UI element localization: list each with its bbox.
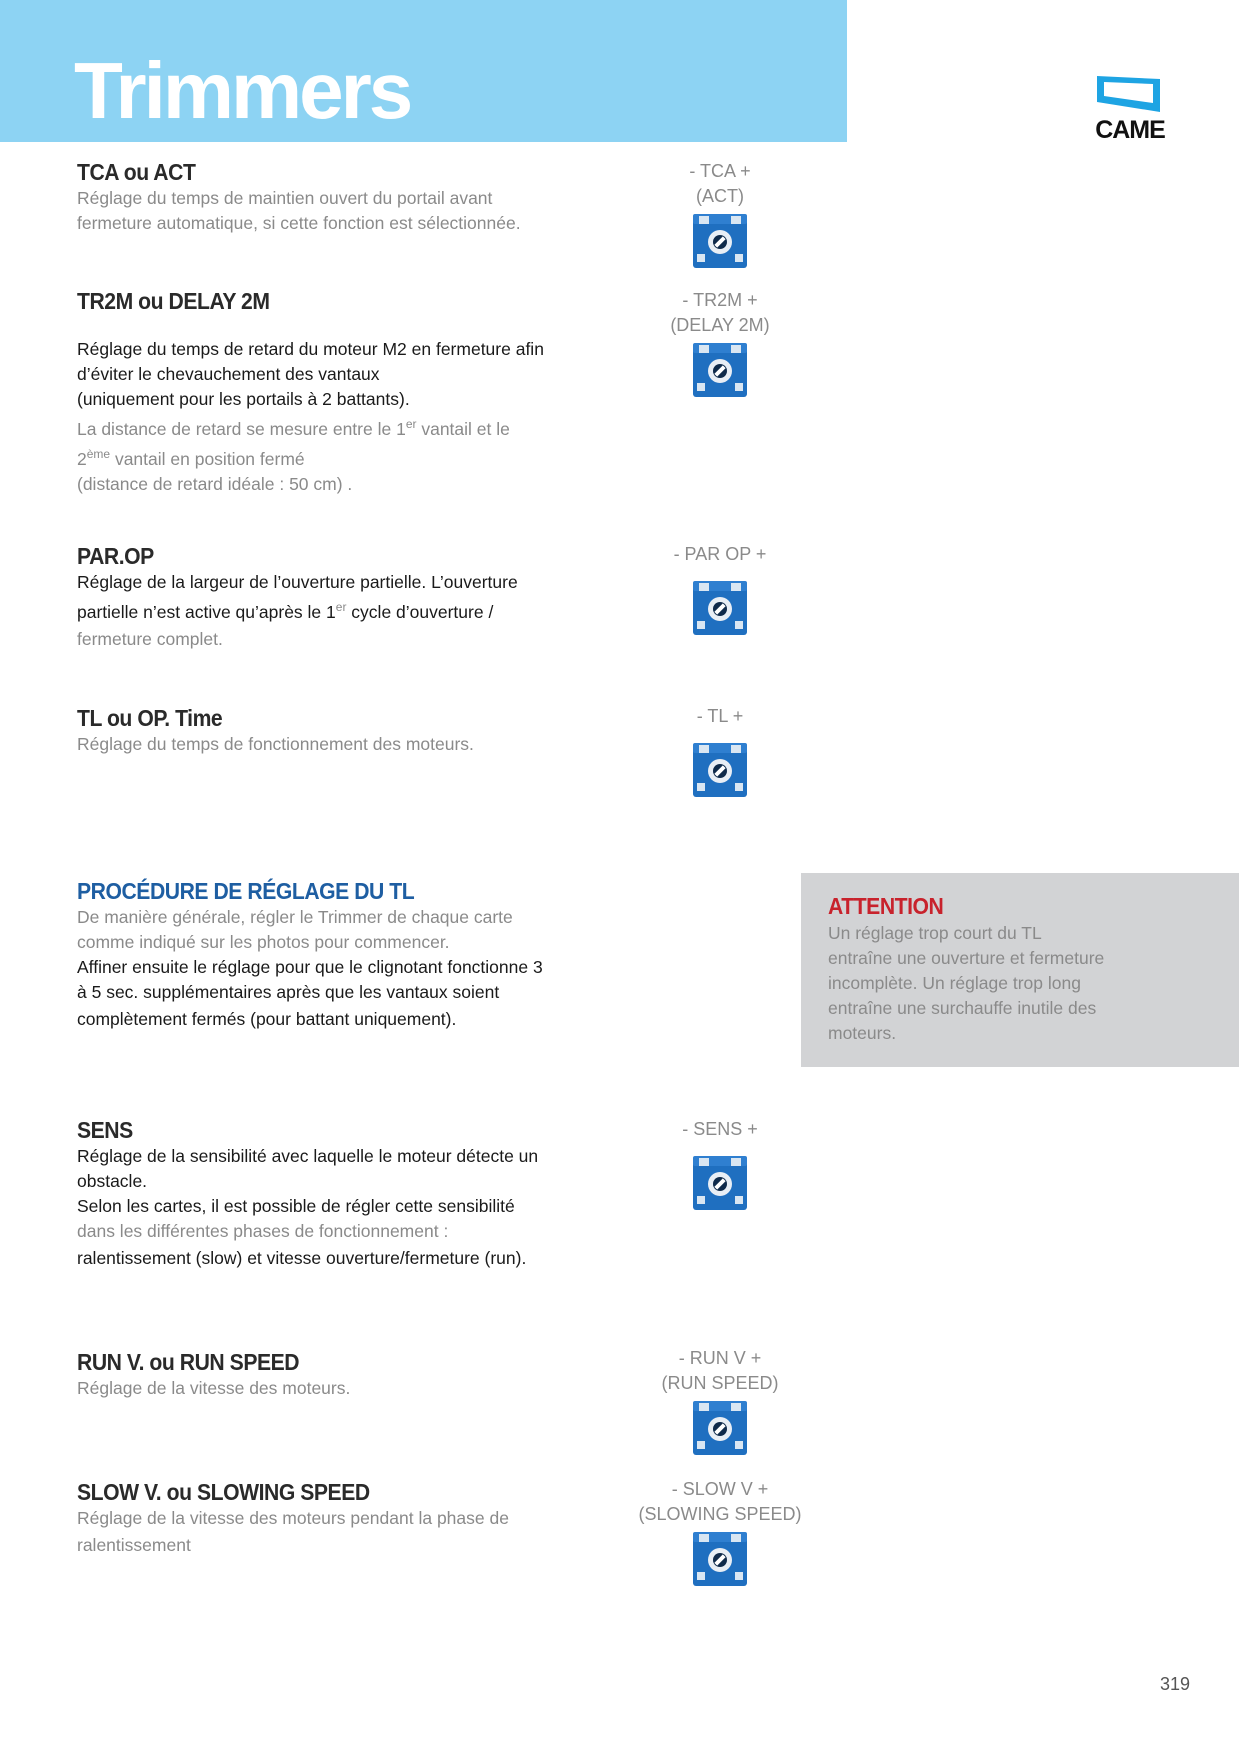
trimmer-potentiometer-icon [691, 741, 749, 799]
section-line: obstacle. [77, 1171, 148, 1191]
section-line: Réglage de la largeur de l’ouverture partielle. L’ouverture [77, 572, 518, 592]
section-line: 2ème vantail en position fermé [77, 447, 305, 469]
section-title: TCA ou ACT [77, 159, 196, 185]
trimmer-sublabel: (ACT) [696, 186, 744, 206]
page-title: Trimmers [74, 46, 411, 135]
section-line: Réglage de la vitesse des moteurs pendant la phase de [77, 1508, 509, 1528]
trimmer-label: - TCA + [689, 161, 751, 181]
section-line: d’éviter le chevauchement des vantaux [77, 364, 380, 384]
trimmer-potentiometer-icon [691, 579, 749, 637]
attention-box [801, 873, 1239, 1067]
header-banner [0, 0, 847, 142]
attention-line: incomplète. Un réglage trop long [828, 973, 1081, 993]
trimmer-run-speed [620, 1346, 820, 1457]
section-line: à 5 sec. supplémentaires après que les vantaux soient [77, 982, 500, 1002]
trimmer-sublabel: (DELAY 2M) [670, 315, 770, 335]
section-line: complètement fermés (pour battant uniquement). [77, 1009, 457, 1029]
trimmer-tr2m [620, 288, 820, 399]
came-logo-icon [1094, 72, 1166, 116]
section-run-speed [77, 1348, 607, 1401]
trimmer-potentiometer-icon [691, 212, 749, 270]
attention-line: entraîne une ouverture et fermeture [828, 948, 1105, 968]
section-title: PAR.OP [77, 543, 154, 569]
section-line: Réglage de la sensibilité avec laquelle le moteur détecte un [77, 1146, 539, 1166]
section-line: comme indiqué sur les photos pour commencer. [77, 932, 450, 952]
section-tr2m [77, 287, 607, 497]
section-title: TL ou OP. Time [77, 705, 223, 731]
trimmer-potentiometer-icon [691, 1399, 749, 1457]
section-line: ralentissement (slow) et vitesse ouverture/fermeture (run). [77, 1248, 527, 1268]
section-line: Affiner ensuite le réglage pour que le clignotant fonctionne 3 [77, 957, 543, 977]
section-line: Réglage de la vitesse des moteurs. [77, 1378, 351, 1398]
section-procedure-tl [77, 877, 607, 1032]
trimmer-label: - RUN V + [678, 1348, 762, 1368]
section-title: TR2M ou DELAY 2M [77, 288, 270, 314]
trimmer-sens [620, 1117, 820, 1212]
trimmer-label: - PAR OP + [673, 544, 767, 564]
trimmer-par-op [620, 542, 820, 637]
trimmer-tca [620, 159, 820, 270]
section-line: Réglage du temps de fonctionnement des moteurs. [77, 734, 474, 754]
trimmer-potentiometer-icon [691, 1530, 749, 1588]
section-line: partielle n’est active qu’après le 1er cycle d’ouverture / [77, 600, 494, 622]
attention-title: ATTENTION [828, 893, 944, 919]
section-title: RUN V. ou RUN SPEED [77, 1349, 300, 1375]
trimmer-label: - SENS + [682, 1119, 758, 1139]
section-sens [77, 1116, 607, 1271]
section-line: ralentissement [77, 1535, 191, 1555]
section-title: SLOW V. ou SLOWING SPEED [77, 1479, 370, 1505]
trimmer-sublabel: (RUN SPEED) [661, 1373, 779, 1393]
section-tl [77, 704, 607, 757]
trimmer-label: - SLOW V + [671, 1479, 769, 1499]
came-logo [1090, 72, 1170, 146]
section-line: fermeture complet. [77, 629, 223, 649]
section-line: La distance de retard se mesure entre le 1er vantail et le [77, 417, 510, 439]
attention-line: entraîne une surchauffe inutile des [828, 998, 1097, 1018]
section-title: PROCÉDURE DE RÉGLAGE DU TL [77, 878, 415, 904]
attention-text [828, 921, 1148, 1046]
section-tca [77, 158, 607, 236]
section-line: (uniquement pour les portails à 2 battants). [77, 389, 410, 409]
section-line: (distance de retard idéale : 50 cm) . [77, 474, 353, 494]
attention-line: moteurs. [828, 1023, 897, 1043]
section-par-op [77, 542, 607, 652]
section-line: Réglage du temps de retard du moteur M2 en fermeture afin [77, 339, 544, 359]
trimmer-tl [620, 704, 820, 799]
section-line: Selon les cartes, il est possible de régler cette sensibilité [77, 1196, 515, 1216]
section-line: fermeture automatique, si cette fonction est sélectionnée. [77, 213, 521, 233]
trimmer-label: - TR2M + [682, 290, 758, 310]
section-title: SENS [77, 1117, 133, 1143]
logo-text: CAME [1095, 116, 1165, 144]
page-number: 319 [1160, 1674, 1191, 1694]
section-line: De manière générale, régler le Trimmer de chaque carte [77, 907, 513, 927]
attention-line: Un réglage trop court du TL [828, 923, 1042, 943]
trimmer-potentiometer-icon [691, 1154, 749, 1212]
trimmer-sublabel: (SLOWING SPEED) [638, 1504, 802, 1524]
trimmer-slowing-speed [620, 1477, 820, 1588]
trimmer-potentiometer-icon [691, 341, 749, 399]
section-line: dans les différentes phases de fonctionnement : [77, 1221, 449, 1241]
trimmer-label: - TL + [696, 706, 744, 726]
section-slowing-speed [77, 1478, 607, 1558]
section-line: Réglage du temps de maintien ouvert du portail avant [77, 188, 493, 208]
